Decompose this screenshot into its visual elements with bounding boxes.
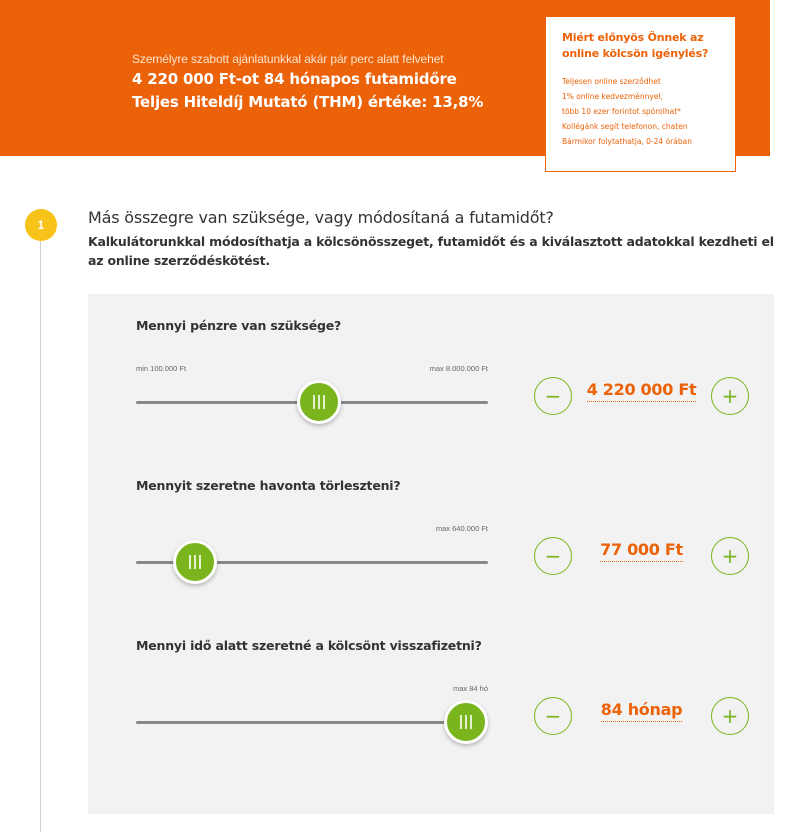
grip-icon: [465, 715, 467, 729]
amount-value[interactable]: [582, 380, 701, 399]
benefit-item: Bármikor folytathatja, 0-24 órában: [562, 137, 692, 146]
benefit-item: Teljesen online szerződhet: [562, 77, 661, 86]
grip-icon: [460, 715, 462, 729]
term-label: Mennyi idő alatt szeretné a kölcsönt visszafizetni?: [136, 638, 482, 653]
benefits-list: [562, 74, 720, 149]
benefit-item: Kollégánk segít telefonon, chaten: [562, 122, 688, 131]
step-number-badge: 1: [25, 209, 57, 241]
term-value-text: 84 hónap: [601, 700, 682, 722]
hero-offer-amount: 4 220 000 Ft-ot 84 hónapos futamidőre: [132, 70, 457, 88]
term-field: [88, 638, 774, 758]
grip-icon: [189, 555, 191, 569]
amount-min-label: min 100.000 Ft: [136, 364, 187, 373]
loan-calculator-panel: [88, 294, 774, 814]
monthly-max-label: max 640.000 Ft: [435, 524, 488, 533]
grip-icon: [318, 395, 320, 409]
grip-icon: [470, 715, 472, 729]
monthly-payment-field: [88, 478, 774, 598]
term-slider-track[interactable]: [136, 721, 488, 724]
hero-text: [132, 52, 483, 111]
amount-field: [88, 318, 774, 438]
grip-icon: [313, 395, 315, 409]
step-title: Más összegre van szüksége, vagy módosítaná a futamidőt?: [88, 208, 554, 227]
term-slider-handle[interactable]: [444, 700, 488, 744]
grip-icon: [194, 555, 196, 569]
term-value[interactable]: [582, 700, 701, 719]
amount-value-text: 4 220 000 Ft: [587, 380, 697, 402]
amount-slider-handle[interactable]: [297, 380, 341, 424]
monthly-value[interactable]: [582, 540, 701, 559]
grip-icon: [199, 555, 201, 569]
monthly-slider-handle[interactable]: [173, 540, 217, 584]
grip-icon: [323, 395, 325, 409]
step-timeline-line: [40, 240, 41, 832]
amount-decrease-button[interactable]: −: [534, 377, 572, 415]
hero-thm: Teljes Hiteldíj Mutató (THM) értéke: 13,8%: [132, 93, 484, 111]
hero-intro: Személyre szabott ajánlatunkkal akár pár perc alatt felvehet: [132, 52, 444, 66]
term-decrease-button[interactable]: −: [534, 697, 572, 735]
benefit-item: több 10 ezer forintot spórolhat*: [562, 107, 681, 116]
amount-max-label: max 8.000.000 Ft: [429, 364, 488, 373]
benefits-title: Miért előnyös Önnek az online kölcsön igénylés?: [562, 31, 709, 60]
step-description: Kalkulátorunkkal módosíthatja a kölcsönösszeget, futamidőt és a kiválasztott adatokkal kezdheti el az online szerződéskötést.: [88, 234, 774, 268]
term-max-label: max 84 hó: [452, 684, 488, 693]
benefit-item: 1% online kedvezménnyel,: [562, 92, 663, 101]
amount-label: Mennyi pénzre van szüksége?: [136, 318, 342, 333]
monthly-increase-button[interactable]: +: [711, 537, 749, 575]
monthly-payment-label: Mennyit szeretne havonta törleszteni?: [136, 478, 401, 493]
monthly-decrease-button[interactable]: −: [534, 537, 572, 575]
monthly-value-text: 77 000 Ft: [600, 540, 683, 562]
benefits-box: [545, 16, 736, 172]
term-increase-button[interactable]: +: [711, 697, 749, 735]
amount-increase-button[interactable]: +: [711, 377, 749, 415]
